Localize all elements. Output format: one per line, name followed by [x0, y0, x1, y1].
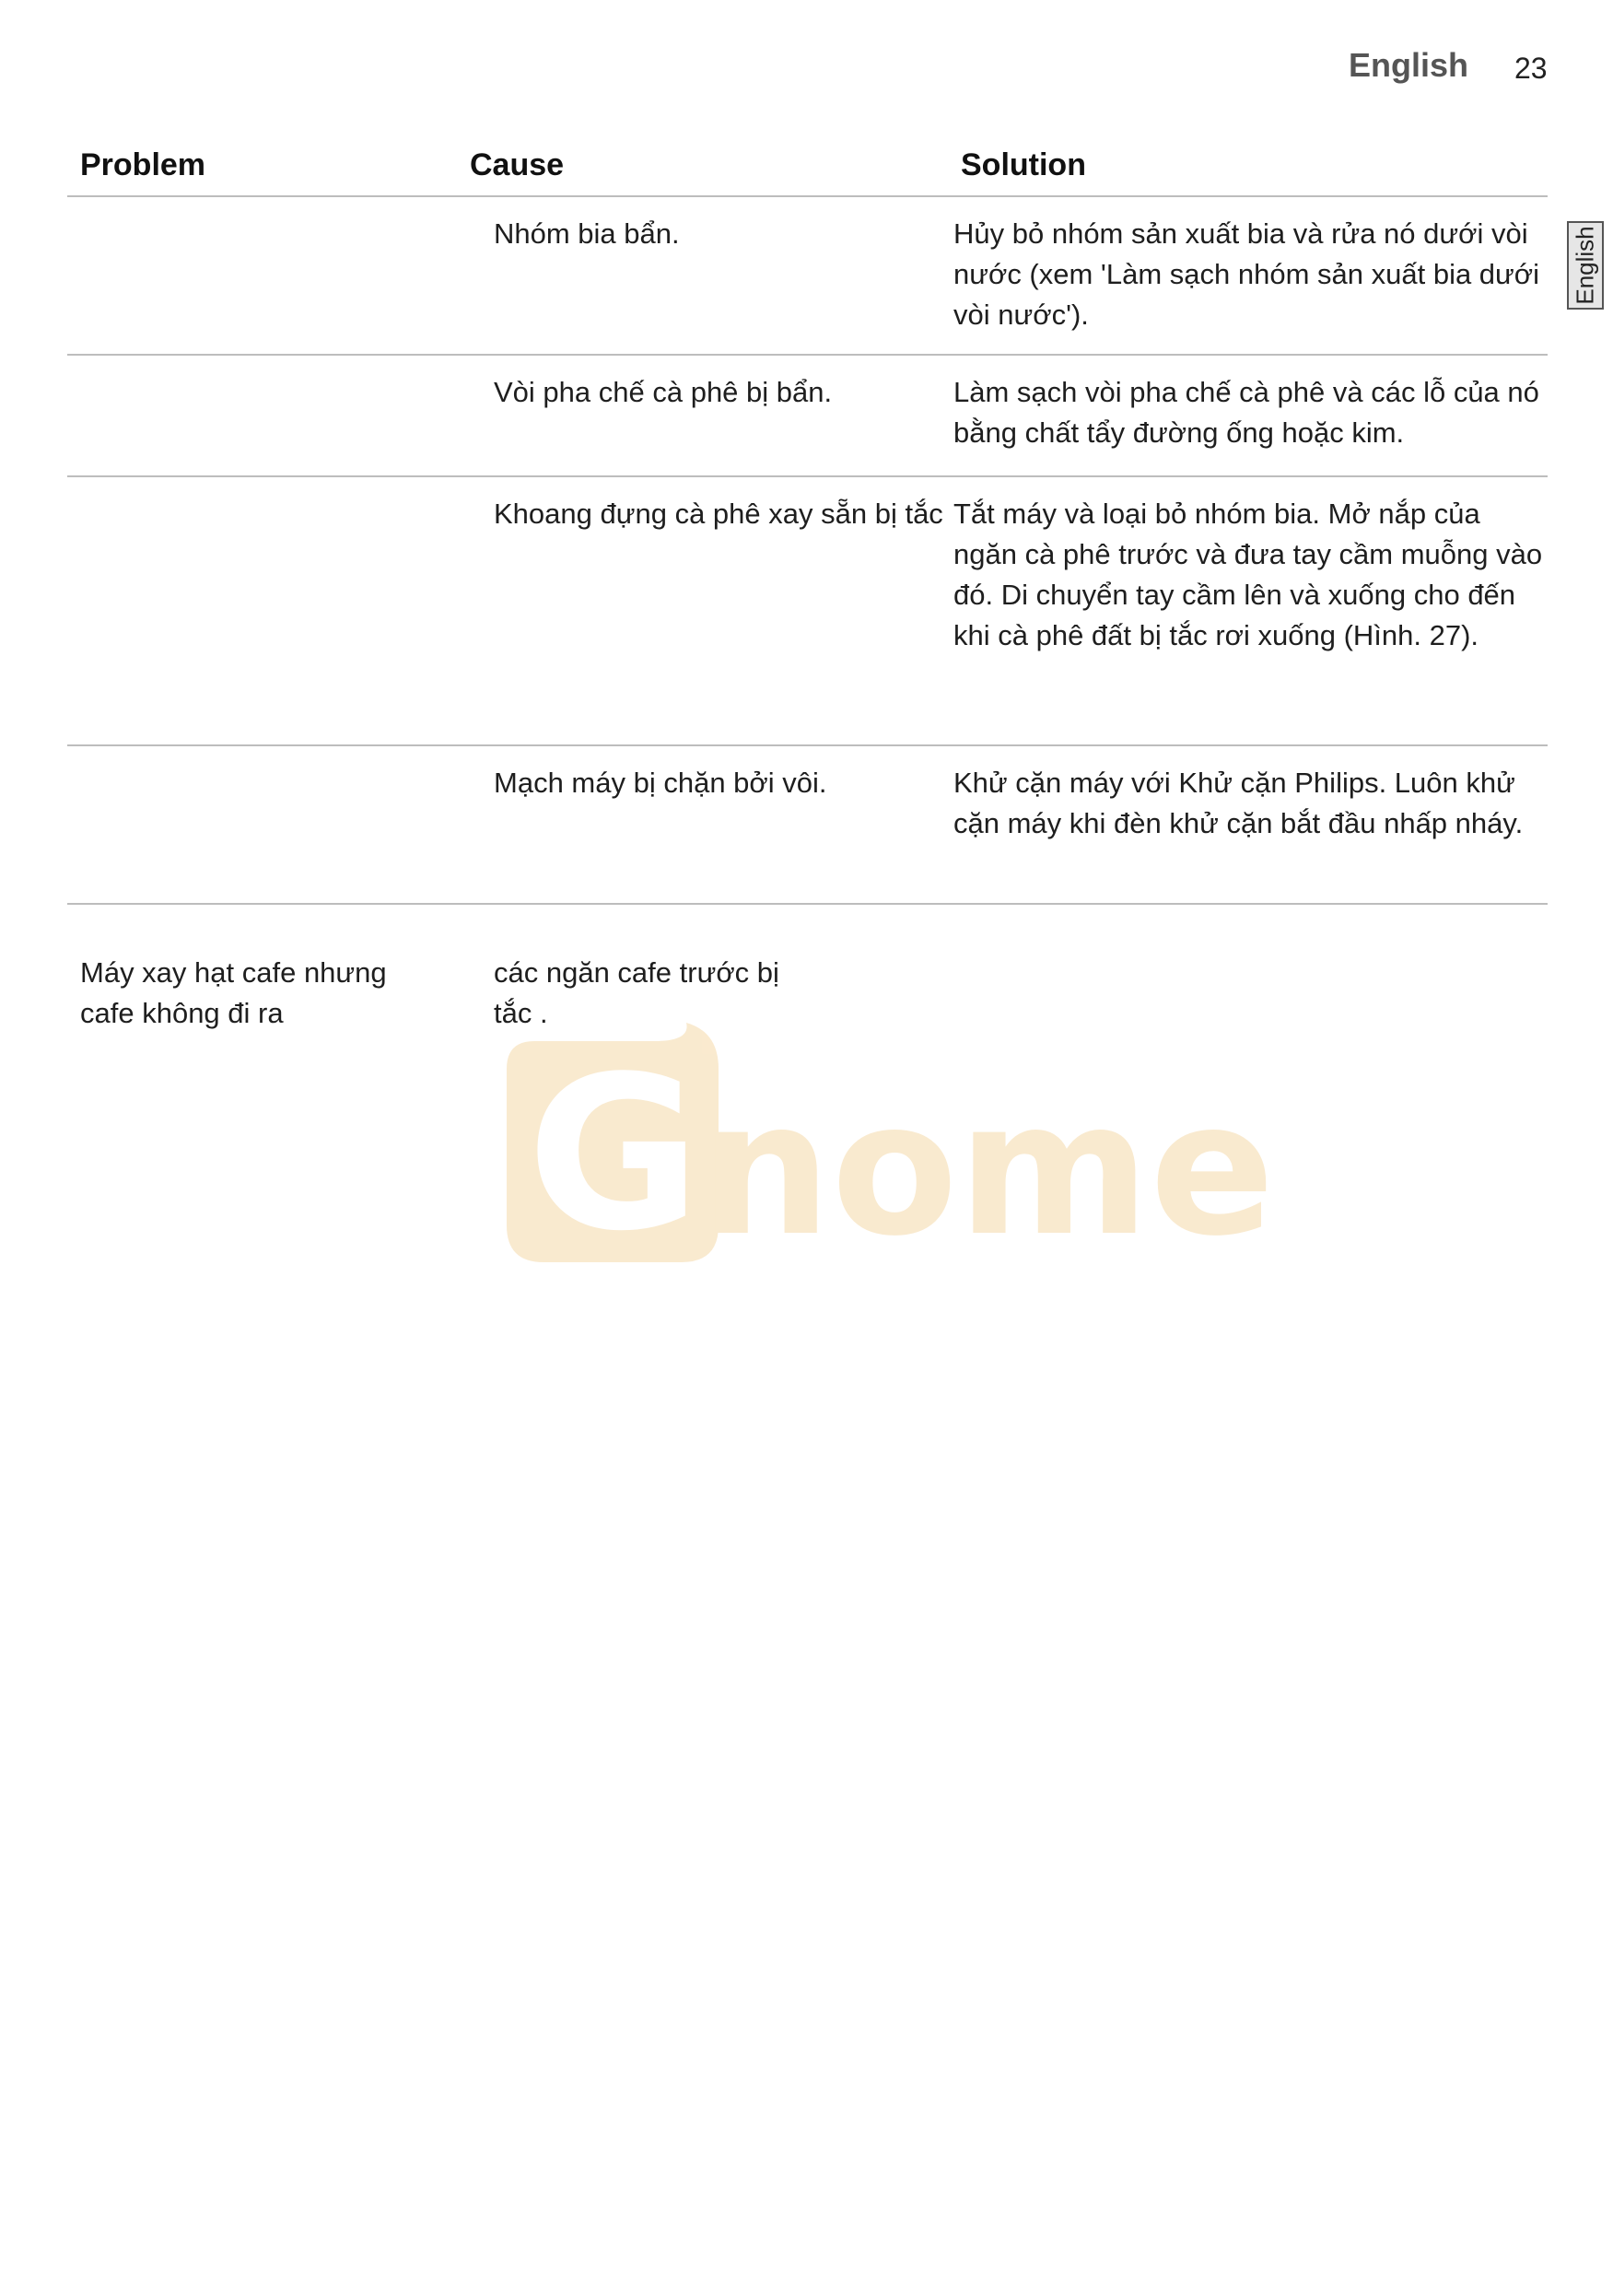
table-row-3-solution: Tắt máy và loại bỏ nhóm bia. Mở nắp của ngăn cà phê trước và đưa tay cầm muỗng vào đó. Di chuyển tay cầm lên và xuống cho đến khi cà phê đất bị tắc rơi xuống (Hình. 27).: [953, 498, 1543, 651]
side-tab-label: English: [1571, 226, 1599, 305]
page-number: 23: [1514, 52, 1548, 85]
table-header-divider: [67, 195, 1548, 197]
table-row-1-cause: Nhóm bia bẩn.: [494, 217, 680, 250]
row-divider: [67, 475, 1548, 477]
side-language-tab: [1567, 221, 1604, 310]
header-language: English: [1349, 46, 1469, 84]
table-row-4-solution: Khử cặn máy với Khử cặn Philips. Luôn khử cặn máy khi đèn khử cặn bắt đầu nhấp nháy.: [953, 767, 1524, 839]
column-header-solution: Solution: [961, 147, 1086, 182]
row-divider: [67, 354, 1548, 356]
gnome-watermark-logo: [488, 1023, 1275, 1278]
table-row-4-cause: Mạch máy bị chặn bởi vôi.: [494, 767, 827, 799]
row-divider: [67, 903, 1548, 905]
row-divider: [67, 744, 1548, 746]
table-row-2-solution: Làm sạch vòi pha chế cà phê và các lỗ của nó bằng chất tẩy đường ống hoặc kim.: [953, 376, 1539, 449]
column-header-problem: Problem: [80, 147, 206, 182]
table-row-5-problem: Máy xay hạt cafe nhưng cafe không đi ra: [80, 956, 387, 1029]
table-row-3-cause: Khoang đựng cà phê xay sẵn bị tắc: [494, 498, 943, 530]
table-row-5-cause: các ngăn cafe trước bị tắc .: [494, 956, 779, 1029]
table-row-1-solution: Hủy bỏ nhóm sản xuất bia và rửa nó dưới vòi nước (xem 'Làm sạch nhóm sản xuất bia dưới vòi nước').: [953, 217, 1540, 331]
watermark-text: nome: [700, 1062, 1275, 1277]
column-header-cause: Cause: [470, 147, 565, 182]
table-row-2-cause: Vòi pha chế cà phê bị bẩn.: [494, 376, 833, 408]
watermark-g-letter: G: [527, 1032, 701, 1278]
